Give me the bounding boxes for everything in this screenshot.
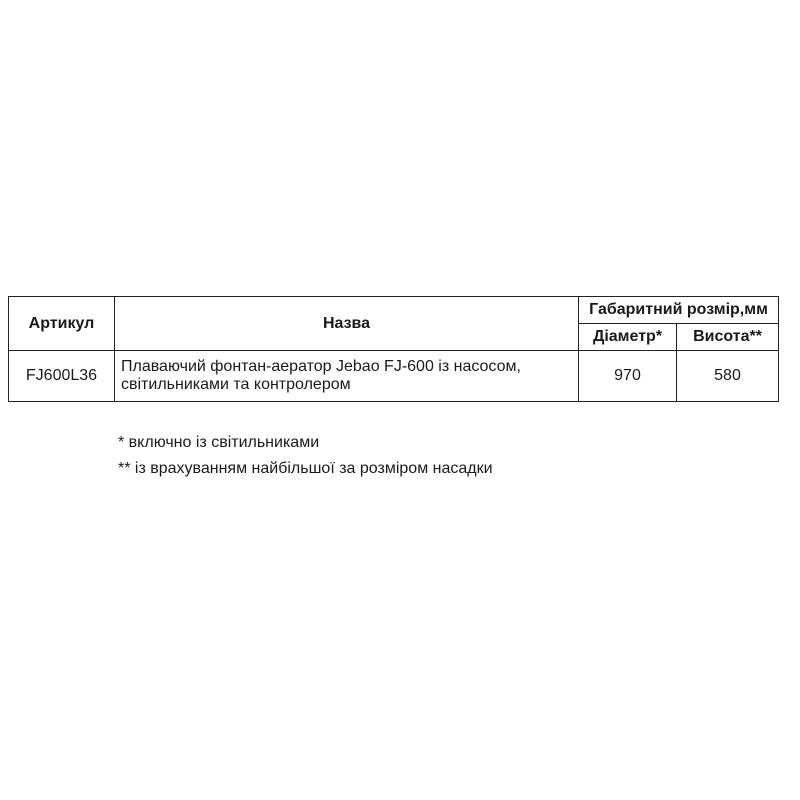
table-header-row xyxy=(9,297,779,324)
product-spec-table xyxy=(8,296,779,402)
footnote-height: ** із врахуванням найбільшої за розміром насадки xyxy=(118,460,493,477)
table-row xyxy=(9,351,779,402)
header-article: Артикул xyxy=(9,297,115,351)
cell-name xyxy=(115,351,579,402)
header-dimensions: Габаритний розмір,мм xyxy=(579,297,779,324)
header-name: Назва xyxy=(115,297,579,351)
cell-diameter: 970 xyxy=(579,351,677,402)
footnote-diameter: * включно із світильниками xyxy=(118,434,320,451)
cell-name-line-2: світильниками та контролером xyxy=(121,376,351,393)
header-height: Висота** xyxy=(677,324,779,351)
cell-article: FJ600L36 xyxy=(9,351,115,402)
cell-name-line-1: Плаваючий фонтан-аератор Jebao FJ-600 із насосом, xyxy=(121,358,521,375)
cell-height: 580 xyxy=(677,351,779,402)
header-diameter: Діаметр* xyxy=(579,324,677,351)
footnotes xyxy=(118,430,493,482)
